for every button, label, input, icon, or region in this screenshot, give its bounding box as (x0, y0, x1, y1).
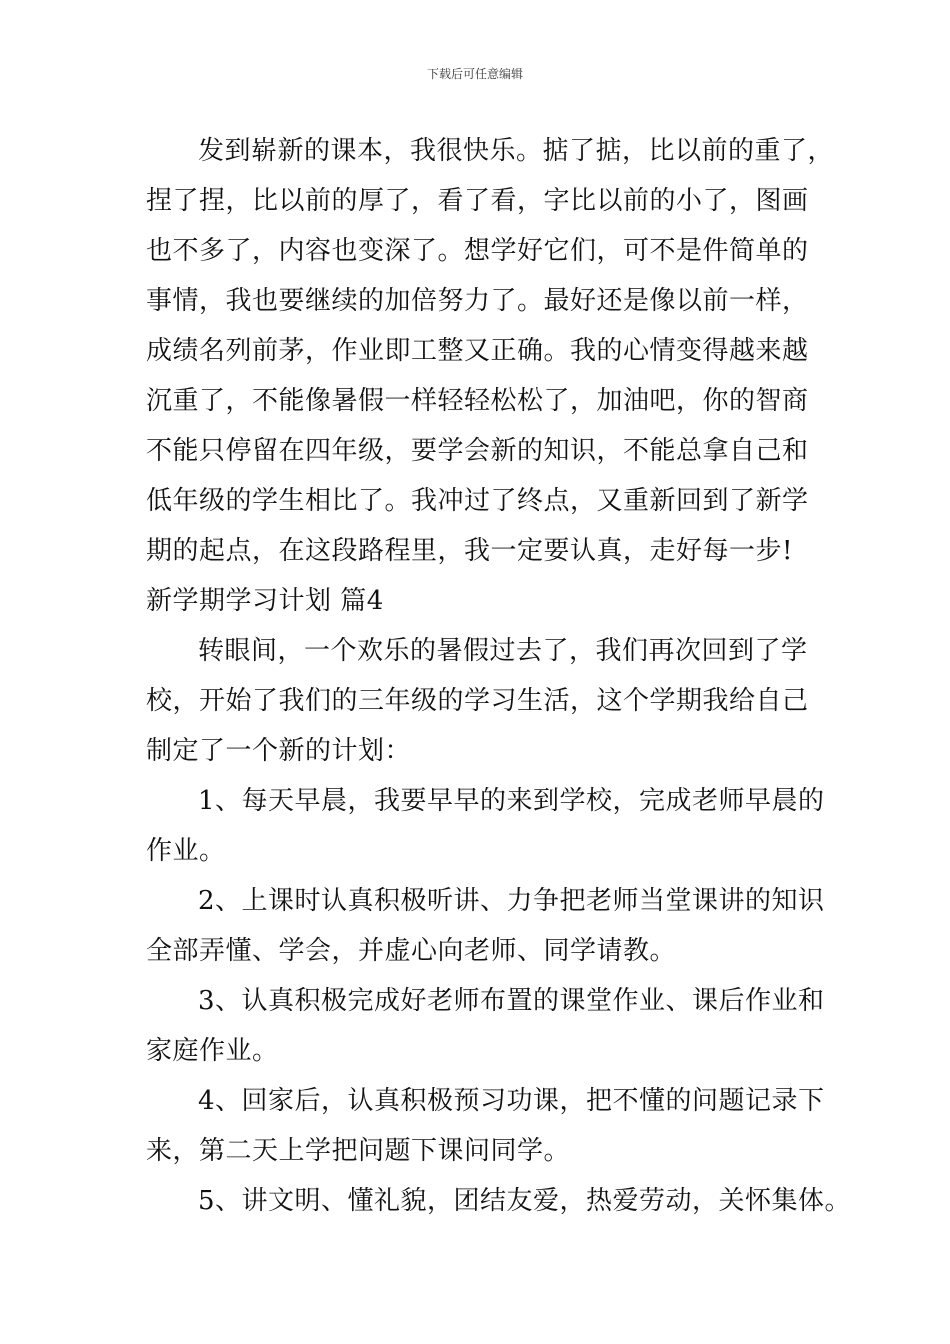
text-line: 事情，我也要继续的加倍努力了。最好还是像以前一样， (146, 286, 809, 316)
list-item-4 (146, 1076, 825, 1176)
text-line: 捏了捏，比以前的厚了，看了看，字比以前的小了，图画 (146, 186, 809, 216)
paragraph-2 (146, 626, 810, 776)
text-line: 低年级的学生相比了。我冲过了终点，又重新回到了新学 (146, 486, 809, 516)
page-header: 下载后可任意编辑 (426, 67, 523, 81)
text-line: 来，第二天上学把问题下课问同学。 (146, 1136, 571, 1166)
list-item-5 (146, 1176, 852, 1226)
document-body (146, 126, 852, 1226)
text-line: 校，开始了我们的三年级的学习生活，这个学期我给自己 (146, 686, 809, 716)
text-line: 成绩名列前茅，作业即工整又正确。我的心情变得越来越 (146, 336, 809, 366)
list-item-2 (146, 876, 825, 976)
text-line: 发到崭新的课本，我很快乐。掂了掂，比以前的重了， (198, 136, 835, 166)
paragraph-1 (146, 126, 835, 576)
text-line: 也不多了，内容也变深了。想学好它们，可不是件简单的 (146, 236, 809, 266)
text-line: 4、回家后，认真积极预习功课，把不懂的问题记录下 (198, 1086, 825, 1116)
section-title: 新学期学习计划 篇4 (146, 586, 384, 616)
list-item-3 (146, 976, 825, 1076)
text-line: 作业。 (146, 836, 226, 866)
text-line: 制定了一个新的计划： (146, 736, 412, 766)
text-line: 期的起点，在这段路程里，我一定要认真，走好每一步! (146, 536, 793, 566)
text-line: 不能只停留在四年级，要学会新的知识，不能总拿自己和 (146, 436, 809, 466)
text-line: 全部弄懂、学会，并虚心向老师、同学请教。 (146, 936, 677, 966)
text-line: 2、上课时认真积极听讲、力争把老师当堂课讲的知识 (198, 886, 825, 916)
text-line: 家庭作业。 (146, 1036, 279, 1066)
text-line: 5、讲文明、懂礼貌，团结友爱，热爱劳动，关怀集体。 (198, 1186, 852, 1216)
list-item-1 (146, 776, 825, 876)
text-line: 转眼间，一个欢乐的暑假过去了，我们再次回到了学 (198, 636, 808, 666)
text-line: 沉重了，不能像暑假一样轻轻松松了，加油吧，你的智商 (146, 386, 809, 416)
text-line: 1、每天早晨，我要早早的来到学校，完成老师早晨的 (198, 786, 825, 816)
text-line: 3、认真积极完成好老师布置的课堂作业、课后作业和 (198, 986, 825, 1016)
